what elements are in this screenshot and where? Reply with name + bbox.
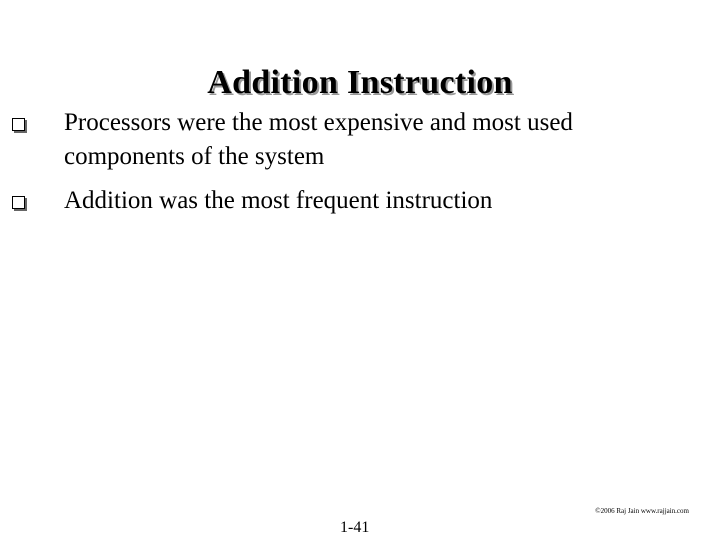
bullet-item: [56, 106, 676, 174]
bullet-text: Addition was the most frequent instruction: [64, 187, 493, 214]
bullet-text: Processors were the most expensive and most used components of the system: [64, 109, 573, 170]
bullet-list: [56, 106, 676, 228]
slide-title: Addition Instruction: [207, 63, 513, 101]
hollow-square-bullet-icon: [12, 196, 25, 209]
page-number: 1-41: [340, 519, 370, 536]
copyright-notice: ©2006 Raj Jain www.rajjain.com: [595, 507, 689, 515]
hollow-square-bullet-icon: [12, 118, 25, 131]
bullet-item: [56, 184, 676, 218]
